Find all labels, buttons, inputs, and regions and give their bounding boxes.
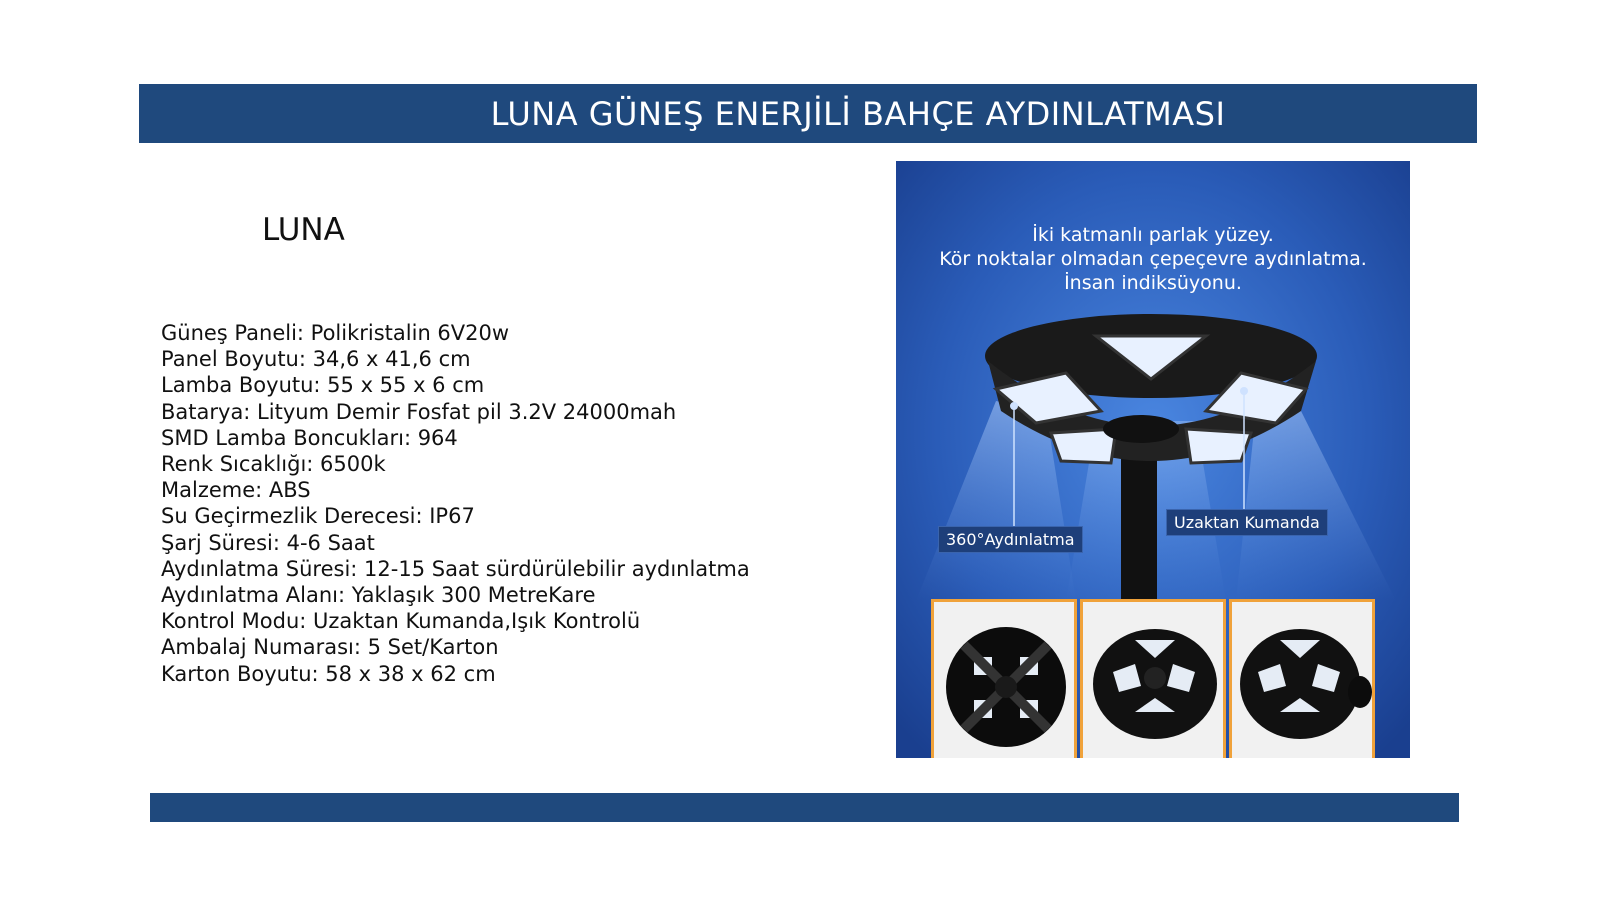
caption-line: İnsan indiksüyonu. (1064, 272, 1242, 294)
spec-item: Lamba Boyutu: 55 x 55 x 6 cm (161, 373, 485, 398)
spec-item: Şarj Süresi: 4-6 Saat (161, 530, 375, 555)
spec-item: Panel Boyutu: 34,6 x 41,6 cm (161, 347, 471, 372)
spec-item: Batarya: Lityum Demir Fosfat pil 3.2V 24000mah (161, 399, 677, 424)
spec-item: Aydınlatma Alanı: Yaklaşık 300 MetreKare (161, 583, 596, 608)
spec-list (161, 320, 750, 687)
footer-bar (150, 793, 1459, 822)
spec-item: Su Geçirmezlik Derecesi: IP67 (161, 504, 475, 529)
spec-item: Aydınlatma Süresi: 12-15 Saat sürdürülebilir aydınlatma (161, 556, 750, 581)
thumbnail-top-view (931, 599, 1077, 758)
caption-line: Kör noktalar olmadan çepeçevre aydınlatma. (939, 248, 1367, 270)
image-caption (896, 223, 1410, 295)
caption-line: İki katmanlı parlak yüzey. (1032, 224, 1274, 246)
spec-item: Güneş Paneli: Polikristalin 6V20w (161, 321, 510, 345)
spec-item: SMD Lamba Boncukları: 964 (161, 425, 458, 450)
label-remote-control: Uzaktan Kumanda (1166, 509, 1328, 536)
header-bar (139, 84, 1477, 143)
spec-item: Kontrol Modu: Uzaktan Kumanda,Işık Kontrolü (161, 609, 641, 634)
thumbnail-side-view (1229, 599, 1375, 758)
spec-item: Renk Sıcaklığı: 6500k (161, 452, 386, 477)
thumbnail-angle-view (1080, 599, 1226, 758)
product-image (896, 161, 1410, 758)
spec-item: Karton Boyutu: 58 x 38 x 62 cm (161, 661, 496, 686)
spec-item: Ambalaj Numarası: 5 Set/Karton (161, 635, 499, 660)
page-title: LUNA GÜNEŞ ENERJİLİ BAHÇE AYDINLATMASI (490, 94, 1226, 133)
spec-item: Malzeme: ABS (161, 478, 311, 503)
product-name: LUNA (262, 212, 345, 248)
label-360-lighting: 360°Aydınlatma (938, 526, 1083, 553)
